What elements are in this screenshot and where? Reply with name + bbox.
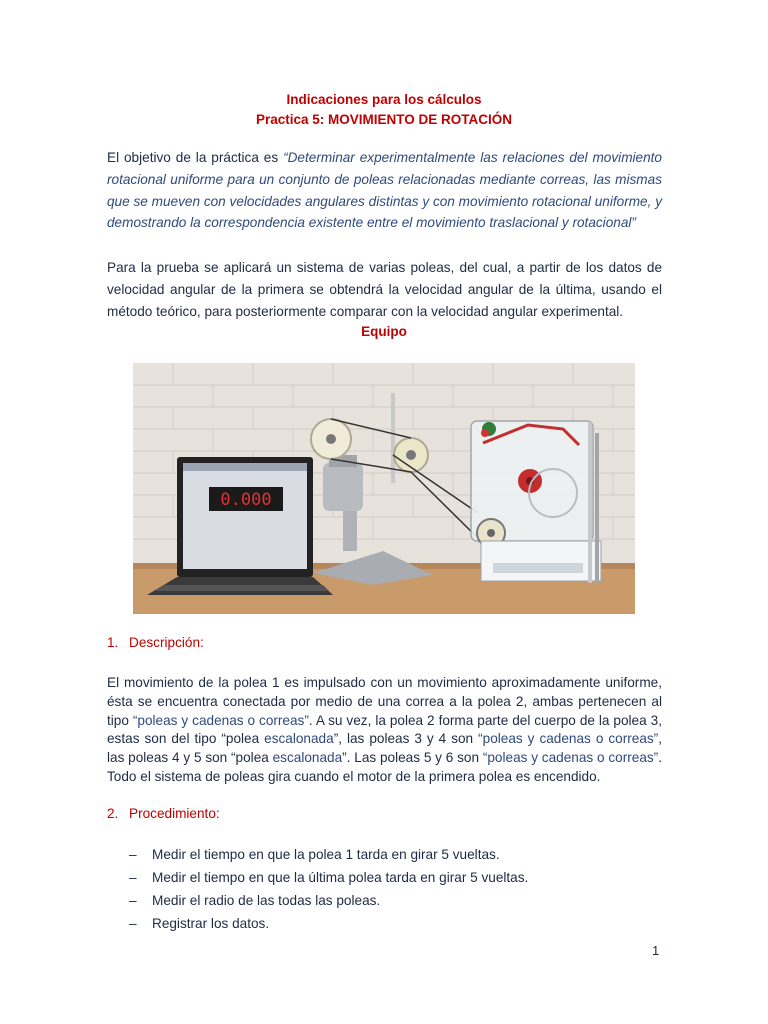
- subtitle-text: Practica 5: MOVIMIENTO DE ROTACIÓN: [255, 112, 513, 127]
- description-quote: escalonada: [264, 731, 334, 747]
- description-text: ”: [342, 750, 347, 766]
- description-paragraph: [107, 674, 662, 787]
- description-text: . Las poleas 5 y 6 son: [346, 750, 483, 766]
- procedure-step-text: Registrar los datos.: [152, 916, 270, 931]
- procedure-step-text: Medir el radio de las todas las poleas.: [152, 893, 381, 908]
- procedure-step: [129, 866, 528, 889]
- description-text: El movimiento de la polea 1 es impulsado con un movimiento aproximadamente uniforme, ésta se encuentra conectada por medio de una correa a la polea 2, ambas pertenecen al tipo: [107, 675, 662, 728]
- procedure-step-text: Medir el tiempo en que la última polea tarda en girar 5 vueltas.: [152, 870, 529, 885]
- description-quote: “poleas y cadenas o correas”: [482, 750, 659, 766]
- description-text: . A su vez, la polea 2 forma parte del cuerpo de la polea 3, estas son del tipo: [107, 712, 662, 747]
- objective-paragraph: [107, 147, 662, 234]
- procedure-heading: [107, 806, 220, 821]
- laptop-display-readout: 0.000: [220, 490, 272, 510]
- dash-bullet: –: [129, 847, 137, 862]
- description-text: “polea: [221, 731, 265, 747]
- pulley-apparatus-illustration: [471, 421, 601, 583]
- procedure-step: [129, 843, 528, 866]
- procedure-step: [129, 912, 528, 935]
- description-text: , las poleas 4 y 5 son: [107, 731, 662, 766]
- test-paragraph: Para la prueba se aplicará un sistema de varias poleas, del cual, a partir de los datos de velocidad angular de la primera se obtendrá la velocidad angular de la última, usando el método teórico, para posteriormente comparar con la velocidad angular experimental.: [107, 260, 662, 319]
- description-title: Descripción:: [129, 635, 204, 650]
- equipment-illustration: [133, 363, 635, 614]
- description-text: “polea: [231, 750, 273, 766]
- procedure-steps-list: [129, 843, 528, 935]
- description-quote: “poleas y cadenas o correas”: [478, 731, 659, 747]
- procedure-step-text: Medir el tiempo en que la polea 1 tarda en girar 5 vueltas.: [152, 847, 500, 862]
- procedure-title: Procedimiento:: [129, 806, 220, 821]
- description-text: ”: [333, 731, 339, 747]
- document-subtitle: [0, 112, 768, 127]
- procedure-number: 2.: [107, 806, 119, 821]
- description-heading: [107, 635, 204, 650]
- objective-quote: “Determinar experimentalmente las relaciones del movimiento rotacional uniforme para un conjunto de poleas relacionadas mediante correas, las mismas que se mueven con velocidades angulares distintas y con movimiento rotacional uniforme, y demostrando la correspondencia existente entre el movimiento traslacional y rotacional”: [107, 150, 662, 231]
- description-quote: “poleas y cadenas o correas”: [132, 712, 309, 728]
- description-text: , las poleas 3 y 4 son: [338, 731, 479, 747]
- document-title: Indicaciones para los cálculos: [286, 92, 482, 107]
- page-number: 1: [652, 943, 660, 958]
- objective-intro: El objetivo de la práctica es: [107, 150, 284, 165]
- description-text: . Todo el sistema de poleas gira cuando el motor de la primera polea es encendido.: [107, 750, 662, 784]
- dash-bullet: –: [129, 893, 137, 908]
- equipment-photo: [133, 363, 635, 614]
- description-number: 1.: [107, 635, 119, 650]
- dash-bullet: –: [129, 916, 137, 931]
- description-quote: escalonada: [272, 750, 343, 766]
- dash-bullet: –: [129, 870, 137, 885]
- equipment-title: Equipo: [361, 324, 407, 339]
- procedure-step: [129, 889, 528, 912]
